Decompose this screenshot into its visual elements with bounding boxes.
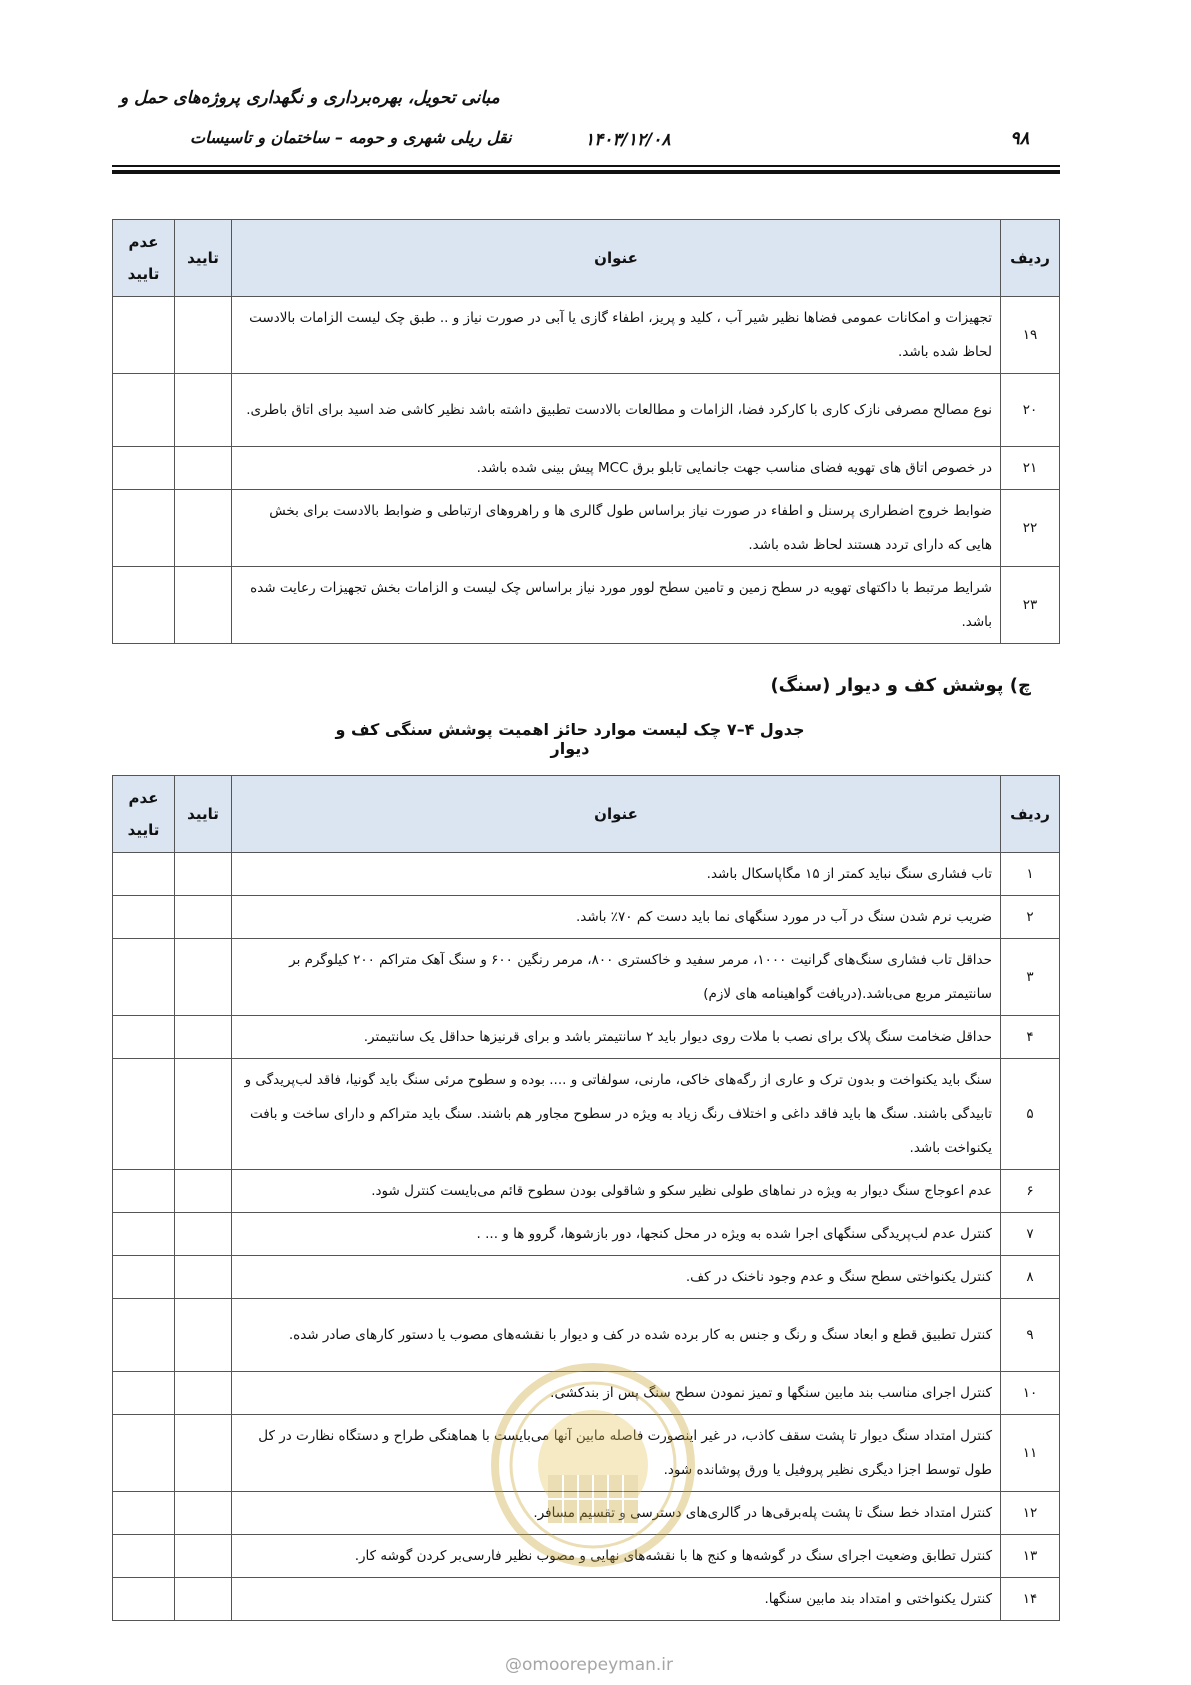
table-row [113,1372,1060,1415]
row-title: کنترل تطبیق قطع و ابعاد سنگ و رنگ و جنس به کار برده شده در کف و دیوار با نقشه‌های مصوب یا دستور کارهای صادر شده. [232,1299,1001,1372]
approved-checkbox-cell[interactable] [175,1578,232,1621]
table-header-row [113,776,1060,853]
table-row [113,1256,1060,1299]
row-number: ۲۲ [1001,490,1060,567]
row-title: کنترل اجرای مناسب بند مابین سنگها و تمیز نمودن سطح سنگ پس از بندکشی. [232,1372,1001,1415]
not-approved-checkbox-cell[interactable] [113,1016,175,1059]
col-header-approved: تایید [175,776,232,853]
approved-checkbox-cell[interactable] [175,567,232,644]
checklist-table-1 [112,219,1060,644]
row-title: حداقل تاب فشاری سنگ‌های گرانیت ۱۰۰۰، مرمر سفید و خاکستری ۸۰۰، مرمر رنگین ۶۰۰ و سنگ آهک متراکم ۲۰۰ کیلوگرم بر سانتیمتر مربع می‌باشد.(دریافت گواهینامه های لازم) [232,939,1001,1016]
col-header-row-number: ردیف [1001,220,1060,297]
not-approved-checkbox-cell[interactable] [113,447,175,490]
table-row [113,1299,1060,1372]
row-title: تاب فشاری سنگ نباید کمتر از ۱۵ مگاپاسکال باشد. [232,853,1001,896]
approved-checkbox-cell[interactable] [175,447,232,490]
row-title: کنترل امتداد خط سنگ تا پشت پله‌برقی‌ها در گالری‌های دسترسی و تقسیم مسافر. [232,1492,1001,1535]
row-number: ۱۴ [1001,1578,1060,1621]
col-header-title: عنوان [232,776,1001,853]
table-row [113,447,1060,490]
not-approved-checkbox-cell[interactable] [113,374,175,447]
row-number: ۱۰ [1001,1372,1060,1415]
table-row [113,1492,1060,1535]
row-title: کنترل عدم لب‌پریدگی سنگهای اجرا شده به ویژه در محل کنجها، دور بازشوها، گروو ها و ... . [232,1213,1001,1256]
row-title: کنترل یکنواختی و امتداد بند مابین سنگها. [232,1578,1001,1621]
row-title: ضوابط خروج اضطراری پرسنل و اطفاء در صورت نیاز براساس طول گالری ها و راهروهای ارتباطی و ضوابط بالادست برای بخش هایی که دارای تردد هستند لحاظ شده باشد. [232,490,1001,567]
header-date: ۱۴۰۳/۱۲/۰۸ [585,130,671,150]
row-number: ۸ [1001,1256,1060,1299]
row-title: ضریب نرم شدن سنگ در آب در مورد سنگهای نما باید دست کم ۷۰٪ باشد. [232,896,1001,939]
watermark-text: @omoorepeyman.ir [505,1655,674,1675]
approved-checkbox-cell[interactable] [175,1170,232,1213]
col-header-title: عنوان [232,220,1001,297]
table-row [113,297,1060,374]
row-number: ۱۹ [1001,297,1060,374]
row-number: ۲۳ [1001,567,1060,644]
approved-checkbox-cell[interactable] [175,1256,232,1299]
not-approved-checkbox-cell[interactable] [113,853,175,896]
not-approved-checkbox-cell[interactable] [113,1170,175,1213]
not-approved-checkbox-cell[interactable] [113,1492,175,1535]
not-approved-checkbox-cell[interactable] [113,1213,175,1256]
approved-checkbox-cell[interactable] [175,1059,232,1170]
table-row [113,1578,1060,1621]
not-approved-checkbox-cell[interactable] [113,1415,175,1492]
approved-checkbox-cell[interactable] [175,1299,232,1372]
table-row [113,1059,1060,1170]
approved-checkbox-cell[interactable] [175,1213,232,1256]
approved-checkbox-cell[interactable] [175,1372,232,1415]
not-approved-checkbox-cell[interactable] [113,896,175,939]
table-row [113,490,1060,567]
header-divider-thin [112,165,1060,167]
not-approved-checkbox-cell[interactable] [113,567,175,644]
row-number: ۱۳ [1001,1535,1060,1578]
page-number: ۹۸ [1010,128,1030,149]
approved-checkbox-cell[interactable] [175,1535,232,1578]
approved-checkbox-cell[interactable] [175,1016,232,1059]
table-row [113,853,1060,896]
row-title: عدم اعوجاج سنگ دیوار به ویژه در نماهای طولی نظیر سکو و شاقولی بودن سطوح قائم می‌بایست کنترل شود. [232,1170,1001,1213]
row-number: ۳ [1001,939,1060,1016]
approved-checkbox-cell[interactable] [175,896,232,939]
row-title: تجهیزات و امکانات عمومی فضاها نظیر شیر آب ، کلید و پریز، اطفاء گازی یا آبی در صورت نیاز و .. طبق چک لیست الزامات بالادست لحاظ شده باشد. [232,297,1001,374]
row-number: ۲۱ [1001,447,1060,490]
row-title: سنگ باید یکنواخت و بدون ترک و عاری از رگه‌های خاکی، مارنی، سولفاتی و .... بوده و سطوح مرئی سنگ باید گونیا، فاقد لب‌پریدگی و تابیدگی باشند. سنگ ها باید فاقد داغی و اختلاف رنگ زیاد به ویژه در سطوح مجاور هم باشند. سنگ باید متراکم و دارای ساخت و بافت یکنواخت باشد. [232,1059,1001,1170]
checklist-table-2 [112,775,1060,1621]
not-approved-checkbox-cell[interactable] [113,1535,175,1578]
table-row [113,1415,1060,1492]
section-heading: چ) پوشش کف و دیوار (سنگ) [770,675,1031,696]
header-title-line1: مبانی تحویل، بهره‌برداری و نگهداری پروژه‌های حمل و [120,88,500,108]
row-number: ۲ [1001,896,1060,939]
col-header-not-approved: عدم تایید [113,776,175,853]
table-row [113,896,1060,939]
row-number: ۷ [1001,1213,1060,1256]
col-header-row-number: ردیف [1001,776,1060,853]
col-header-approved: تایید [175,220,232,297]
row-title: کنترل یکنواختی سطح سنگ و عدم وجود ناخنک در کف. [232,1256,1001,1299]
table-caption: جدول ۴–۷ چک لیست موارد حائز اهمیت پوشش سنگی کف و دیوار [335,720,805,758]
approved-checkbox-cell[interactable] [175,853,232,896]
table-row [113,567,1060,644]
header-title-line2: نقل ریلی شهری و حومه – ساختمان و تاسیسات [190,128,512,147]
not-approved-checkbox-cell[interactable] [113,1299,175,1372]
row-title: شرایط مرتبط با داکتهای تهویه در سطح زمین و تامین سطح لوور مورد نیاز براساس چک لیست و الزامات بخش تجهیزات رعایت شده باشد. [232,567,1001,644]
row-title: کنترل امتداد سنگ دیوار تا پشت سقف کاذب، در غیر اینصورت فاصله مابین آنها می‌بایست با هماهنگی طراح و دستگاه نظارت در کل طول توسط اجزا دیگری نظیر پروفیل یا ورق پوشانده شود. [232,1415,1001,1492]
row-title: کنترل تطابق وضعیت اجرای سنگ در گوشه‌ها و کنج ها با نقشه‌های نهایی و مصوب نظیر فارسی‌بر کردن گوشه کار. [232,1535,1001,1578]
table-row [113,1016,1060,1059]
row-number: ۲۰ [1001,374,1060,447]
table-header-row [113,220,1060,297]
row-number: ۹ [1001,1299,1060,1372]
row-number: ۱۲ [1001,1492,1060,1535]
not-approved-checkbox-cell[interactable] [113,1578,175,1621]
approved-checkbox-cell[interactable] [175,297,232,374]
approved-checkbox-cell[interactable] [175,1492,232,1535]
approved-checkbox-cell[interactable] [175,1415,232,1492]
not-approved-checkbox-cell[interactable] [113,490,175,567]
table-row [113,1170,1060,1213]
not-approved-checkbox-cell[interactable] [113,1256,175,1299]
not-approved-checkbox-cell[interactable] [113,939,175,1016]
row-number: ۶ [1001,1170,1060,1213]
row-title: نوع مصالح مصرفی نازک کاری با کارکرد فضا، الزامات و مطالعات بالادست تطبیق داشته باشد نظیر کاشی ضد اسید برای اتاق باطری. [232,374,1001,447]
row-number: ۵ [1001,1059,1060,1170]
approved-checkbox-cell[interactable] [175,374,232,447]
row-title: حداقل ضخامت سنگ پلاک برای نصب با ملات روی دیوار باید ۲ سانتیمتر باشد و برای قرنیزها حداقل یک سانتیمتر. [232,1016,1001,1059]
not-approved-checkbox-cell[interactable] [113,1059,175,1170]
table-row [113,1535,1060,1578]
row-number: ۱ [1001,853,1060,896]
row-number: ۴ [1001,1016,1060,1059]
header-divider-thick [112,170,1060,174]
table-row [113,1213,1060,1256]
row-number: ۱۱ [1001,1415,1060,1492]
row-title: در خصوص اتاق های تهویه فضای مناسب جهت جانمایی تابلو برق MCC پیش بینی شده باشد. [232,447,1001,490]
approved-checkbox-cell[interactable] [175,490,232,567]
table-row [113,939,1060,1016]
not-approved-checkbox-cell[interactable] [113,1372,175,1415]
not-approved-checkbox-cell[interactable] [113,297,175,374]
table-row [113,374,1060,447]
col-header-not-approved: عدم تایید [113,220,175,297]
approved-checkbox-cell[interactable] [175,939,232,1016]
